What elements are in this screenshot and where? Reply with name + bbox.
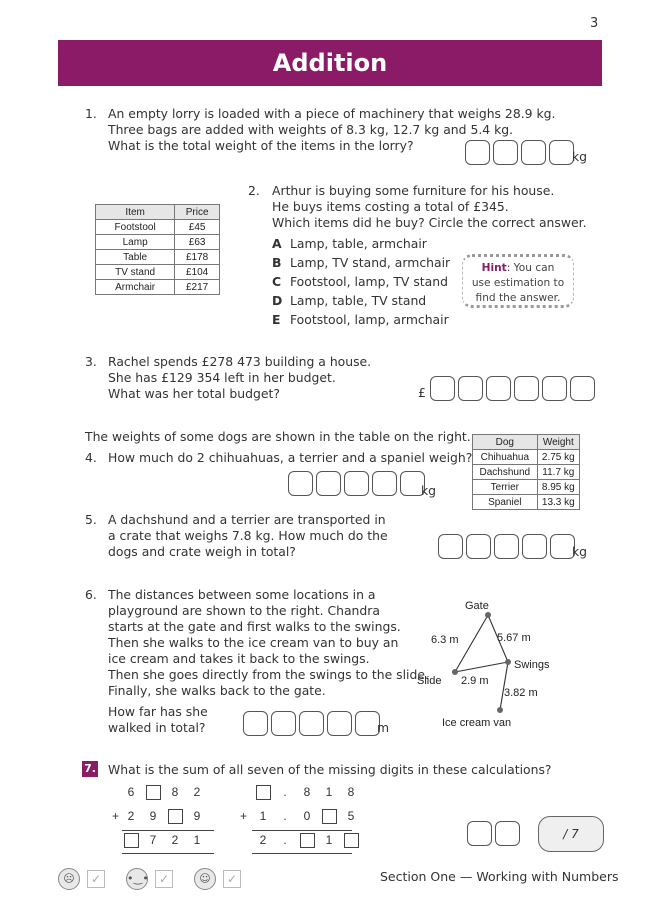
swings-label: Swings — [514, 659, 550, 671]
tick-box[interactable]: ✓ — [223, 870, 241, 888]
option-b[interactable]: B Lamp, TV stand, armchair — [272, 255, 451, 270]
q5-text: A dachshund and a terrier are transported in a crate that weighs 7.8 kg. How much do the dogs and crate weigh in total? — [108, 512, 388, 559]
gate-point — [485, 612, 491, 618]
q4-answer-boxes[interactable] — [288, 471, 425, 496]
score-box: / 7 — [538, 816, 604, 852]
missing-digit[interactable] — [344, 833, 359, 848]
answer-box[interactable] — [494, 534, 519, 559]
q3-answer-boxes[interactable] — [430, 376, 595, 401]
answer-box[interactable] — [570, 376, 595, 401]
calculation-1: 6 8 2 + 2 9 9 7 2 1 — [112, 785, 222, 855]
answer-box[interactable] — [316, 471, 341, 496]
q1-number: 1. — [85, 106, 97, 121]
path-swings-van — [500, 662, 508, 710]
missing-digit[interactable] — [146, 785, 161, 800]
calculation-2: . 8 1 8 + 1 . 0 5 2 . 1 — [240, 785, 350, 855]
answer-box[interactable] — [521, 140, 546, 165]
missing-digit[interactable] — [124, 833, 139, 848]
q5-unit: kg — [572, 544, 588, 559]
q4-unit: kg — [421, 483, 437, 498]
missing-digit[interactable] — [322, 809, 337, 824]
swings-van-distance: 3.82 m — [504, 687, 538, 699]
q6-answer-boxes[interactable] — [243, 711, 380, 736]
q1-answer-boxes[interactable] — [465, 140, 574, 165]
gate-slide-distance: 6.3 m — [431, 634, 459, 646]
q2-options — [272, 234, 450, 329]
answer-box[interactable] — [495, 821, 520, 846]
answer-box[interactable] — [288, 471, 313, 496]
gate-swings-distance: 5.67 m — [497, 632, 531, 644]
table-row: Chihuahua 2.75 kg — [473, 450, 580, 465]
option-a[interactable]: A Lamp, table, armchair — [272, 236, 427, 251]
playground-map — [410, 594, 600, 734]
missing-digit[interactable] — [168, 809, 183, 824]
hint-box: Hint: You can use estimation to find the answer. — [462, 254, 574, 308]
table-row: Dachshund 11.7 kg — [473, 465, 580, 480]
answer-box[interactable] — [549, 140, 574, 165]
swings-point — [505, 659, 511, 665]
dog-weight-table: Dog Weight Chihuahua 2.75 kg Dachshund 11.7 kg Terrier 8.95 kg Spaniel 13.3 kg — [472, 434, 580, 510]
q6-unit: m — [377, 720, 390, 735]
table-row: Table £178 — [96, 250, 220, 265]
slide-swings-distance: 2.9 m — [461, 675, 489, 687]
tick-box[interactable]: ✓ — [155, 870, 173, 888]
q6-text: The distances between some locations in a playground are shown to the right. Chandra starts at the gate and first walks to the swings. Then she walks to the ice cream van to buy an ice cream and takes it back to the swings. Then she goes directly from the swings to the slide. Finally, she walks back to the gate. — [108, 587, 429, 698]
answer-box[interactable] — [438, 534, 463, 559]
q2-text: Arthur is buying some furniture for his house. He buys items costing a total of £345. Which items did he buy? Circle the correct answer. — [272, 183, 587, 230]
q4-text: How much do 2 chihuahuas, a terrier and a spaniel weigh? — [108, 450, 473, 465]
answer-box[interactable] — [458, 376, 483, 401]
furniture-price-table: Item Price Footstool £45 Lamp £63 Table £178 TV stand £104 Armchair £217 — [95, 204, 220, 295]
q3-currency: £ — [418, 385, 426, 400]
q3-text: Rachel spends £278 473 building a house. She has £129 354 left in her budget. What was her total budget? — [108, 354, 372, 401]
sad-face-icon[interactable]: ☹ — [58, 868, 80, 890]
path-slide-swings — [455, 662, 508, 672]
answer-box[interactable] — [271, 711, 296, 736]
happy-face-icon[interactable]: ☺ — [194, 868, 216, 890]
page-title: Addition — [58, 40, 602, 86]
missing-digit[interactable] — [256, 785, 271, 800]
answer-box[interactable] — [465, 140, 490, 165]
missing-digit[interactable] — [300, 833, 315, 848]
table-row: TV stand £104 — [96, 265, 220, 280]
answer-box[interactable] — [327, 711, 352, 736]
path-gate-slide — [455, 615, 488, 672]
option-e[interactable]: E Footstool, lamp, armchair — [272, 312, 449, 327]
answer-box[interactable] — [466, 534, 491, 559]
option-d[interactable]: D Lamp, table, TV stand — [272, 293, 427, 308]
ice-cream-van-point — [497, 707, 503, 713]
gate-label: Gate — [465, 600, 489, 612]
q5-number: 5. — [85, 512, 97, 527]
section-footer: Section One — Working with Numbers — [380, 869, 619, 884]
q7-text: What is the sum of all seven of the missing digits in these calculations? — [108, 762, 552, 777]
answer-box[interactable] — [493, 140, 518, 165]
q4-number: 4. — [85, 450, 97, 465]
dogs-intro: The weights of some dogs are shown in the table on the right. — [85, 429, 471, 444]
answer-box[interactable] — [486, 376, 511, 401]
answer-box[interactable] — [372, 471, 397, 496]
tick-box[interactable]: ✓ — [87, 870, 105, 888]
answer-box[interactable] — [542, 376, 567, 401]
option-c[interactable]: C Footstool, lamp, TV stand — [272, 274, 448, 289]
slide-label: Slide — [417, 675, 442, 687]
q1-text: An empty lorry is loaded with a piece of machinery that weighs 28.9 kg. Three bags are added with weights of 8.3 kg, 12.7 kg and 5.4 kg. What is the total weight of the items in the lorry? — [108, 106, 556, 153]
table-row: Terrier 8.95 kg — [473, 480, 580, 495]
answer-box[interactable] — [514, 376, 539, 401]
answer-box[interactable] — [344, 471, 369, 496]
q5-answer-boxes[interactable] — [438, 534, 575, 559]
answer-box[interactable] — [522, 534, 547, 559]
q6-question: How far has she walked in total? — [108, 704, 208, 735]
answer-box[interactable] — [467, 821, 492, 846]
q6-number: 6. — [85, 587, 97, 602]
table-row: Lamp £63 — [96, 235, 220, 250]
table-row: Armchair £217 — [96, 280, 220, 295]
q2-number: 2. — [248, 183, 260, 198]
slide-point — [452, 669, 458, 675]
q3-number: 3. — [85, 354, 97, 369]
answer-box[interactable] — [299, 711, 324, 736]
answer-box[interactable] — [243, 711, 268, 736]
q1-unit: kg — [572, 149, 588, 164]
q7-number: 7. — [82, 761, 98, 777]
answer-box[interactable] — [430, 376, 455, 401]
table-row: Spaniel 13.3 kg — [473, 495, 580, 510]
table-row: Footstool £45 — [96, 220, 220, 235]
ice-cream-van-label: Ice cream van — [442, 717, 512, 729]
page-number: 3 — [590, 16, 599, 31]
q7-answer-boxes[interactable] — [467, 821, 520, 846]
neutral-face-icon[interactable]: •‿• — [126, 868, 148, 890]
